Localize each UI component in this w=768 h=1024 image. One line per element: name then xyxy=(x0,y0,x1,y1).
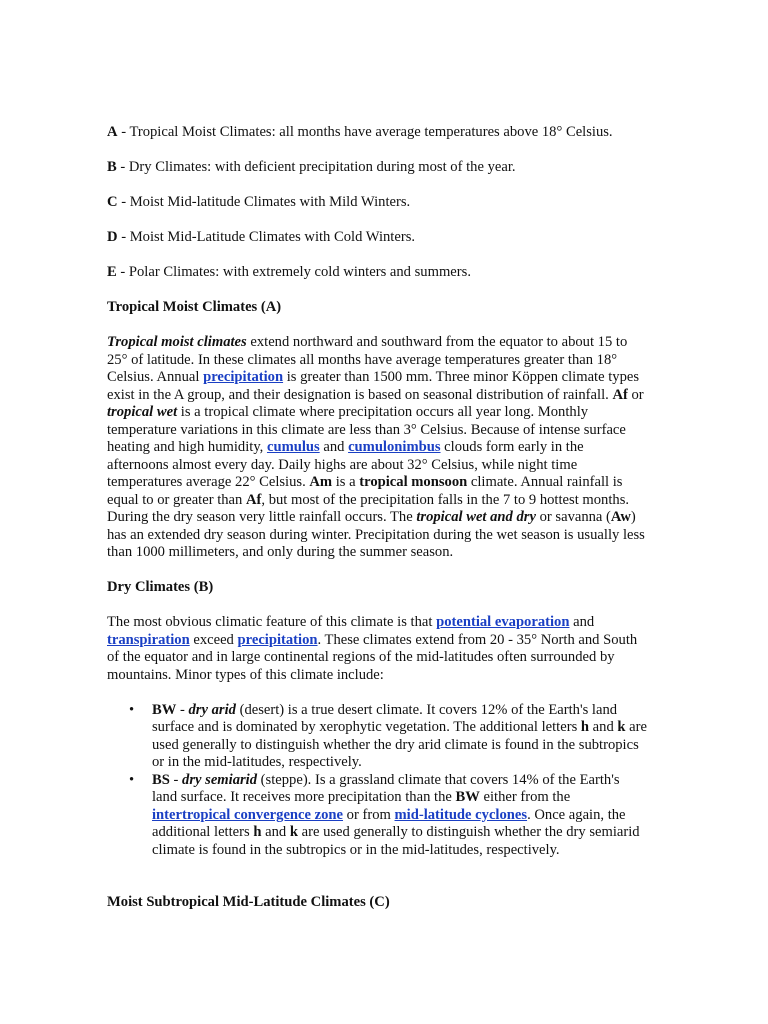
document-page xyxy=(107,124,647,929)
link-cumulus[interactable]: cumulus xyxy=(266,439,320,455)
link-precipitation[interactable]: precipitation xyxy=(237,631,318,648)
text-run: and xyxy=(261,824,290,840)
text-run: and xyxy=(569,614,595,630)
code-bw-ref: BW xyxy=(455,789,480,805)
text-run: clouds form early in the afternoons almost every day. Daily highs are about 32° Celsius, while night time temperatures average 22° Celsius. xyxy=(107,439,584,490)
text-run: either from the xyxy=(479,789,571,805)
code-af: Af xyxy=(245,491,262,508)
section-heading-subtropical: Moist Subtropical Mid-Latitude Climates (C) xyxy=(107,894,390,910)
link-transpiration[interactable]: transpiration xyxy=(107,631,190,648)
text-run: is a xyxy=(332,474,360,490)
letter-h: h xyxy=(253,824,262,840)
text-run: and xyxy=(589,719,618,735)
dry-paragraph xyxy=(107,614,647,684)
text-run: . Once again, the additional letters xyxy=(152,806,626,840)
text-run: ) has an extended dry season during winter. Precipitation during the wet season is usually less than 1000 millimeters, and only during the summer season. xyxy=(107,509,645,560)
code-bw: BW xyxy=(152,701,177,718)
link-mid-latitude-cyclones[interactable]: mid-latitude cyclones xyxy=(394,806,528,823)
section-heading-tropical: Tropical Moist Climates (A) xyxy=(107,299,282,315)
climate-class-e xyxy=(107,264,647,282)
link-precipitation[interactable]: precipitation xyxy=(203,369,284,385)
link-intertropical-convergence-zone[interactable]: intertropical convergence zone xyxy=(152,806,344,823)
text-run: - xyxy=(169,771,183,788)
text-run: and xyxy=(319,439,349,455)
class-description: - Tropical Moist Climates: all months have average temperatures above 18° Celsius. xyxy=(117,124,613,140)
text-run: are used generally to distinguish whether the dry arid climate is found in the subtropics or in the mid-latitudes, respectively. xyxy=(152,719,647,770)
text-run: or xyxy=(627,386,644,403)
class-letter: E xyxy=(107,264,117,280)
class-description: - Moist Mid-Latitude Climates with Cold Winters. xyxy=(117,229,416,245)
letter-k: k xyxy=(617,719,626,735)
class-description: - Dry Climates: with deficient precipitation during most of the year. xyxy=(116,159,516,175)
code-bs: BS xyxy=(152,771,170,788)
term-dry-arid: dry arid xyxy=(188,701,236,718)
text-run: are used generally to distinguish whether the dry semiarid climate is found in the subtropics or in the mid-latitudes, respectively. xyxy=(152,824,640,858)
text-run: exceed xyxy=(189,631,238,648)
text-run: or from xyxy=(343,806,395,823)
link-cumulonimbus[interactable]: cumulonimbus xyxy=(348,439,441,455)
class-letter: D xyxy=(107,229,118,245)
climate-class-d xyxy=(107,229,647,247)
class-description: - Polar Climates: with extremely cold winters and summers. xyxy=(116,264,471,280)
term-tropical-moist: Tropical moist climates xyxy=(107,334,247,350)
text-run: (steppe). Is a grassland climate that covers 14% of the Earth's land surface. It receives more precipitation than the xyxy=(152,771,620,805)
list-item-bs xyxy=(152,772,647,860)
letter-h: h xyxy=(580,719,590,735)
list-item-bw xyxy=(152,702,647,772)
text-run: or savanna ( xyxy=(535,509,611,525)
climate-class-b xyxy=(107,159,647,177)
text-run: is a tropical climate where precipitation occurs all year long. Monthly temperature variations in this climate are less than 3° Celsius. Because of intense surface heating and high humidity, xyxy=(107,404,626,455)
dry-climate-types-list xyxy=(107,702,647,860)
text-run: - xyxy=(176,701,189,718)
text-run: . These climates extend from 20 - 35° North and South of the equator and in large continental regions of the mid-latitudes often surrounded by mountains. Minor types of this climate include: xyxy=(107,631,638,683)
class-description: - Moist Mid-latitude Climates with Mild Winters. xyxy=(117,194,411,210)
term-dry-semiarid: dry semiarid xyxy=(182,771,258,788)
text-run: climate. Annual rainfall is equal to or greater than xyxy=(107,474,623,508)
code-af: Af xyxy=(612,386,628,403)
link-potential-evaporation[interactable]: potential evaporation xyxy=(436,614,570,630)
term-tropical-monsoon: tropical monsoon xyxy=(359,474,468,490)
tropical-paragraph xyxy=(107,334,647,562)
climate-class-a xyxy=(107,124,647,142)
code-aw: Aw xyxy=(610,509,631,525)
class-letter: C xyxy=(107,194,118,210)
blank-line xyxy=(107,877,647,895)
term-tropical-wet: tropical wet xyxy=(107,404,178,420)
code-am: Am xyxy=(309,474,333,490)
climate-class-c xyxy=(107,194,647,212)
text-run: is greater than 1500 mm. Three minor Köppen climate types exist in the A group, and their designation is based on seasonal distribution of rainfall. xyxy=(107,369,640,403)
letter-k: k xyxy=(289,824,298,840)
text-run: extend northward and southward from the equator to about 15 to 25° of latitude. In these climates all months have average temperatures greater than 18° Celsius. Annual xyxy=(107,334,628,385)
text-run: , but most of the precipitation falls in the 7 to 9 hottest months. During the dry season very little rainfall occurs. The xyxy=(107,491,630,525)
section-heading-dry: Dry Climates (B) xyxy=(107,579,214,595)
class-letter: A xyxy=(107,124,118,140)
class-letter: B xyxy=(107,159,117,175)
term-tropical-wet-dry: tropical wet and dry xyxy=(416,509,536,525)
text-run: The most obvious climatic feature of this climate is that xyxy=(107,614,437,630)
text-run: (desert) is a true desert climate. It covers 12% of the Earth's land surface and is dominated by xerophytic vegetation. The additional letters xyxy=(152,701,618,735)
